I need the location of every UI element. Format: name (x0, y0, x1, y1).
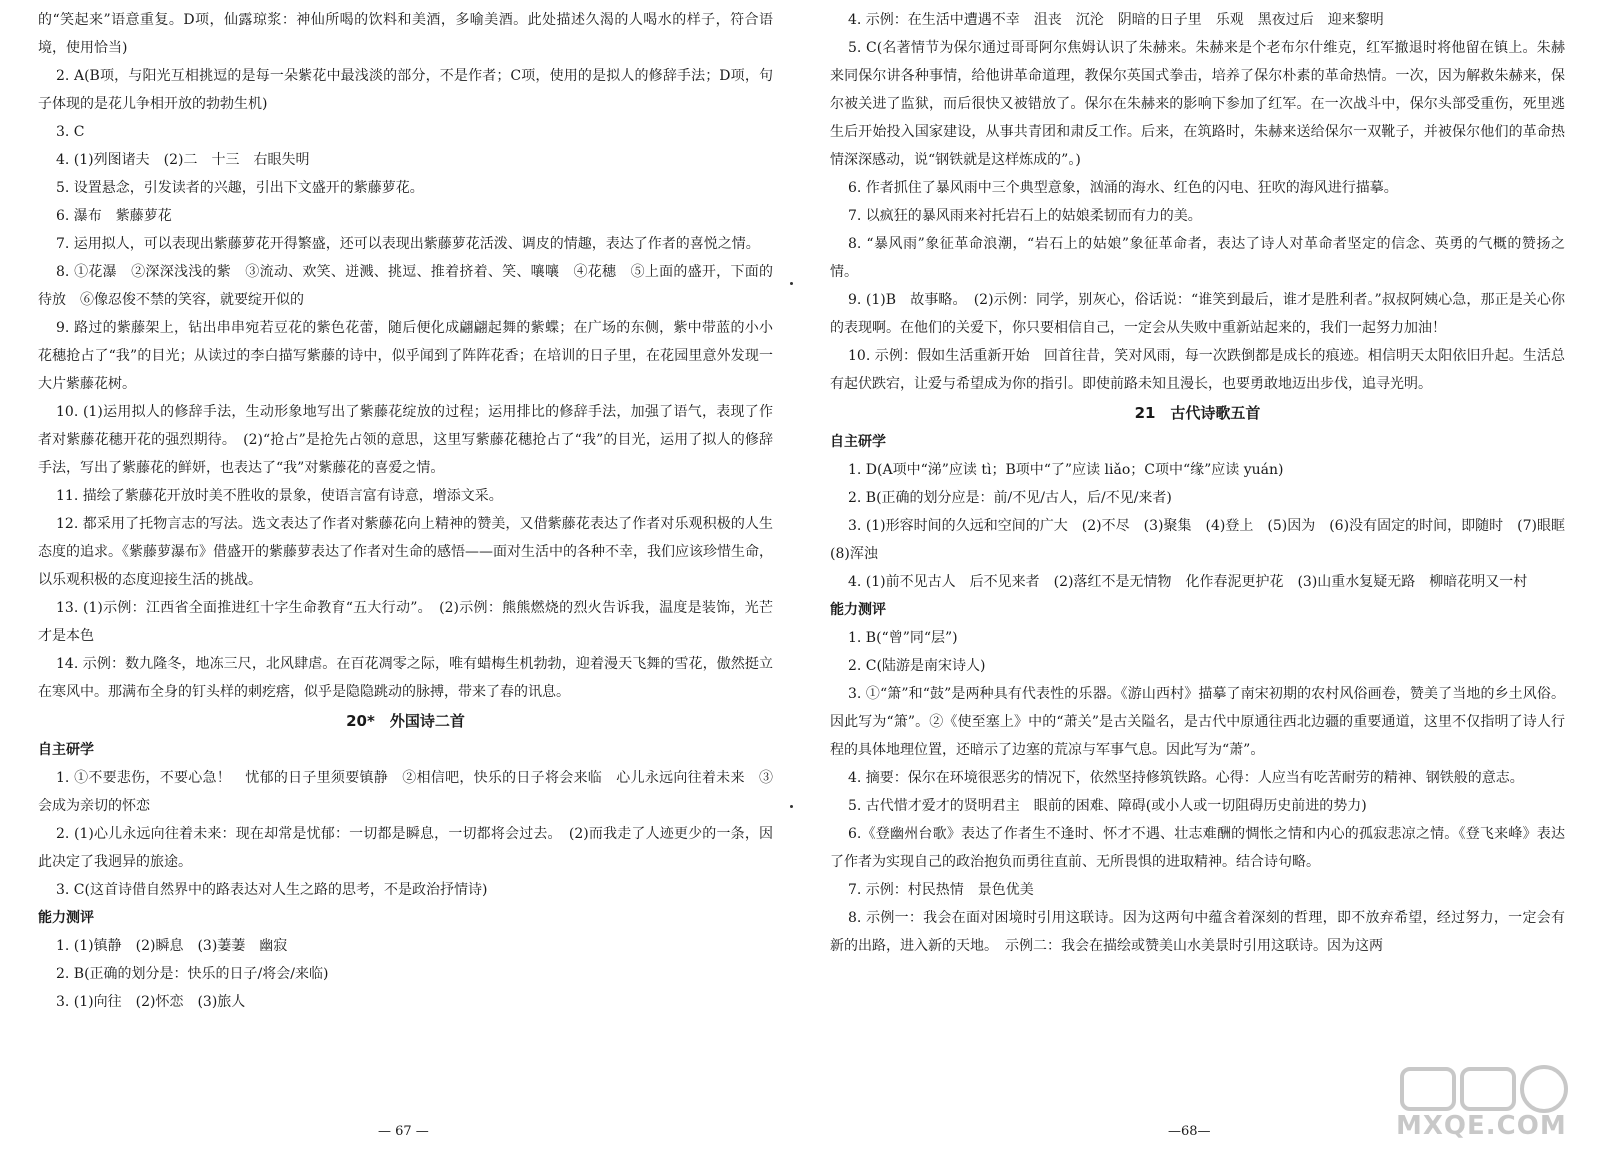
answer-paragraph: 3. (1)向往 (2)怀恋 (3)旅人 (56, 994, 246, 1010)
answer-paragraph: 2. C(陆游是南宋诗人) (848, 658, 986, 674)
section-heading: 自主研学 (830, 434, 886, 450)
margin-dot (790, 282, 793, 285)
answer-paragraph: 5. 古代惜才爱才的贤明君主 眼前的困难、障碍(或小人或一切阻碍历史前进的势力) (848, 798, 1367, 814)
answer-paragraph: 的“笑起来”语意重复。D项，仙露琼浆：神仙所喝的饮料和美酒，多喻美酒。此处描述久渴的人喝水的样子，符合语境，使用恰当) (38, 12, 773, 56)
answer-paragraph: 7. 运用拟人，可以表现出紫藤萝花开得繁盛，还可以表现出紫藤萝花活泼、调皮的情趣，表达了作者的喜悦之情。 (56, 236, 760, 252)
answer-paragraph: 13. (1)示例：江西省全面推进红十字生命教育“五大行动”。 (2)示例：熊熊燃烧的烈火告诉我，温度是装饰，光芒才是本色 (38, 600, 773, 644)
page-number: — 67 — (378, 1124, 429, 1139)
answer-paragraph: 2. A(B项，与阳光互相挑逗的是每一朵紫花中最浅淡的部分，不是作者；C项，使用的是拟人的修辞手法；D项，句子体现的是花儿争相开放的勃勃生机) (38, 68, 773, 112)
answer-paragraph: 6. 作者抓住了暴风雨中三个典型意象，汹涌的海水、红色的闪电、狂吹的海风进行描摹。 (848, 180, 1398, 196)
answer-paragraph: 5. 设置悬念，引发读者的兴趣，引出下文盛开的紫藤萝花。 (56, 180, 424, 196)
answer-paragraph: 2. B(正确的划分应是：前/不见/古人，后/不见/来者) (848, 490, 1172, 506)
section-title: 21 古代诗歌五首 (1134, 404, 1261, 422)
answer-paragraph: 8. 示例一：我会在面对困境时引用这联诗。因为这两句中蕴含着深刻的哲理，即不放弃希望，经过努力，一定会有新的出路，进入新的天地。 示例二：我会在描绘或赞美山水美景时引用这联诗。因为这两 (830, 910, 1565, 954)
answer-paragraph: 4. (1)前不见古人 后不见来者 (2)落红不是无情物 化作春泥更护花 (3)山重水复疑无路 柳暗花明又一村 (848, 574, 1528, 590)
answer-paragraph: 12. 都采用了托物言志的写法。选文表达了作者对紫藤花向上精神的赞美，又借紫藤花表达了作者对乐观积极的人生态度的追求。《紫藤萝瀑布》借盛开的紫藤萝表达了作者对生命的感悟——面对生活中的各种不幸，我们应该珍惜生命，以乐观积极的态度迎接生活的挑战。 (38, 516, 773, 588)
answer-paragraph: 7. 示例：村民热情 景色优美 (848, 882, 1034, 898)
section-title: 20* 外国诗二首 (346, 712, 465, 730)
answer-paragraph: 2. (1)心儿永远向往着未来：现在却常是忧郁：一切都是瞬息，一切都将会过去。 (2)而我走了人迹更少的一条，因此决定了我迥异的旅途。 (38, 826, 773, 870)
answer-paragraph: 4. 示例：在生活中遭遇不幸 沮丧 沉沦 阴暗的日子里 乐观 黑夜过后 迎来黎明 (848, 12, 1384, 28)
answer-paragraph: 10. (1)运用拟人的修辞手法，生动形象地写出了紫藤花绽放的过程；运用排比的修辞手法，加强了语气，表现了作者对紫藤花穗开花的强烈期待。 (2)“抢占”是抢先占领的意思，这里写紫藤花穗抢占了“我”的目光，运用了拟人的修辞手法，写出了紫藤花的鲜妍，也表达了“我”对紫藤花的喜爱之情。 (38, 404, 773, 476)
answer-paragraph: 3. (1)形容时间的久远和空间的广大 (2)不尽 (3)聚集 (4)登上 (5)因为 (6)没有固定的时间，即随时 (7)眼眶 (8)浑浊 (830, 518, 1579, 562)
right-page (830, 6, 1579, 960)
answer-paragraph: 3. C (56, 124, 85, 140)
answer-paragraph: 1. B(“曾”同“层”) (848, 630, 958, 646)
answer-paragraph: 10. 示例：假如生活重新开始 回首往昔，笑对风雨，每一次跌倒都是成长的痕迹。相信明天太阳依旧升起。生活总有起伏跌宕，让爱与希望成为你的指引。即使前路未知且漫长，也要勇敢地迈出步伐，追寻光明。 (830, 348, 1565, 392)
section-heading: 能力测评 (38, 910, 94, 926)
answer-paragraph: 11. 描绘了紫藤花开放时美不胜收的景象，使语言富有诗意，增添文采。 (56, 488, 503, 504)
answer-paragraph: 6.《登幽州台歌》表达了作者生不逢时、怀才不遇、壮志难酬的惆怅之情和内心的孤寂悲凉之情。《登飞来峰》表达了作者为实现自己的政治抱负而勇往直前、无所畏惧的进取精神。结合诗句略。 (830, 826, 1565, 870)
answer-paragraph: 7. 以疯狂的暴风雨来衬托岩石上的姑娘柔韧而有力的美。 (848, 208, 1202, 224)
section-heading: 能力测评 (830, 602, 886, 618)
answer-paragraph: 4. 摘要：保尔在环境很恶劣的情况下，依然坚持修筑铁路。心得：人应当有吃苦耐劳的精神、钢铁般的意志。 (848, 770, 1524, 786)
answer-paragraph: 14. 示例：数九隆冬，地冻三尺，北风肆虐。在百花凋零之际，唯有蜡梅生机勃勃，迎着漫天飞舞的雪花，傲然挺立在寒风中。那满布全身的钉头样的刺疙瘩，似乎是隐隐跳动的脉搏，带来了春的讯息。 (38, 656, 773, 700)
answer-paragraph: 9. 路过的紫藤架上，钻出串串宛若豆花的紫色花蕾，随后便化成翩翩起舞的紫蝶；在广场的东侧，紫中带蓝的小小花穗抢占了“我”的目光；从读过的李白描写紫藤的诗中，似乎闻到了阵阵花香；在培训的日子里，在花园里意外发现一大片紫藤花树。 (38, 320, 773, 392)
margin-dot (790, 805, 793, 808)
answer-paragraph: 9. (1)B 故事略。 (2)示例：同学，别灰心，俗话说：“谁笑到最后，谁才是胜利者。”叔叔阿姨心急，那正是关心你的表现啊。在他们的关爱下，你只要相信自己，一定会从失败中重新站起来的，我们一起努力加油！ (830, 292, 1565, 336)
answer-paragraph: 2. B(正确的划分是：快乐的日子/将会/来临) (56, 966, 329, 982)
answer-paragraph: 1. D(A项中“涕”应读 tì；B项中“了”应读 liǎo；C项中“缘”应读 yuán) (848, 462, 1284, 478)
section-heading: 自主研学 (38, 742, 94, 758)
answer-paragraph: 6. 瀑布 紫藤萝花 (56, 208, 172, 224)
answer-paragraph: 1. ①不要悲伤，不要心急！ 忧郁的日子里须要镇静 ②相信吧，快乐的日子将会来临 心儿永远向往着未来 ③会成为亲切的怀恋 (38, 770, 773, 814)
answer-paragraph: 4. (1)列图诸夫 (2)二 十三 右眼失明 (56, 152, 310, 168)
answer-paragraph: 8. ①花瀑 ②深深浅浅的紫 ③流动、欢笑、迸溅、挑逗、推着挤着、笑、嚷嚷 ④花穗 ⑤上面的盛开，下面的待放 ⑥像忍俊不禁的笑容，就要绽开似的 (38, 264, 773, 308)
page-number: —68— (1168, 1124, 1211, 1139)
answer-paragraph: 8. “暴风雨”象征革命浪潮，“岩石上的姑娘”象征革命者，表达了诗人对革命者坚定的信念、英勇的气概的赞扬之情。 (830, 236, 1565, 280)
watermark-text: MXQE.COM (1396, 1111, 1567, 1141)
answer-paragraph: 3. C(这首诗借自然界中的路表达对人生之路的思考，不是政治抒情诗) (56, 882, 488, 898)
left-page (38, 6, 773, 1016)
answer-paragraph: 5. C(名著情节为保尔通过哥哥阿尔焦姆认识了朱赫来。朱赫来是个老布尔什维克，红军撤退时将他留在镇上。朱赫来同保尔讲各种事情，给他讲革命道理，教保尔英国式拳击，培养了保尔朴素的革命热情。一次，因为解救朱赫来，保尔被关进了监狱，而后很快又被错放了。保尔在朱赫来的影响下参加了红军。在一次战斗中，保尔头部受重伤，死里逃生后开始投入国家建设，从事共青团和肃反工作。后来，在筑路时，朱赫来送给保尔一双靴子，并被保尔他们的革命热情深深感动，说“钢铁就是这样炼成的”。) (830, 40, 1565, 168)
answer-paragraph: 1. (1)镇静 (2)瞬息 (3)萋萋 幽寂 (56, 938, 288, 954)
watermark-logo (1392, 1061, 1582, 1143)
answer-paragraph: 3. ①“箫”和“鼓”是两种具有代表性的乐器。《游山西村》描摹了南宋初期的农村风俗画卷，赞美了当地的乡土风俗。因此写为“箫”。②《使至塞上》中的“萧关”是古关隘名，是古代中原通往西北边疆的重要通道，这里不仅指明了诗人行程的具体地理位置，还暗示了边塞的荒凉与军事气息。因此写为“萧”。 (830, 686, 1565, 758)
